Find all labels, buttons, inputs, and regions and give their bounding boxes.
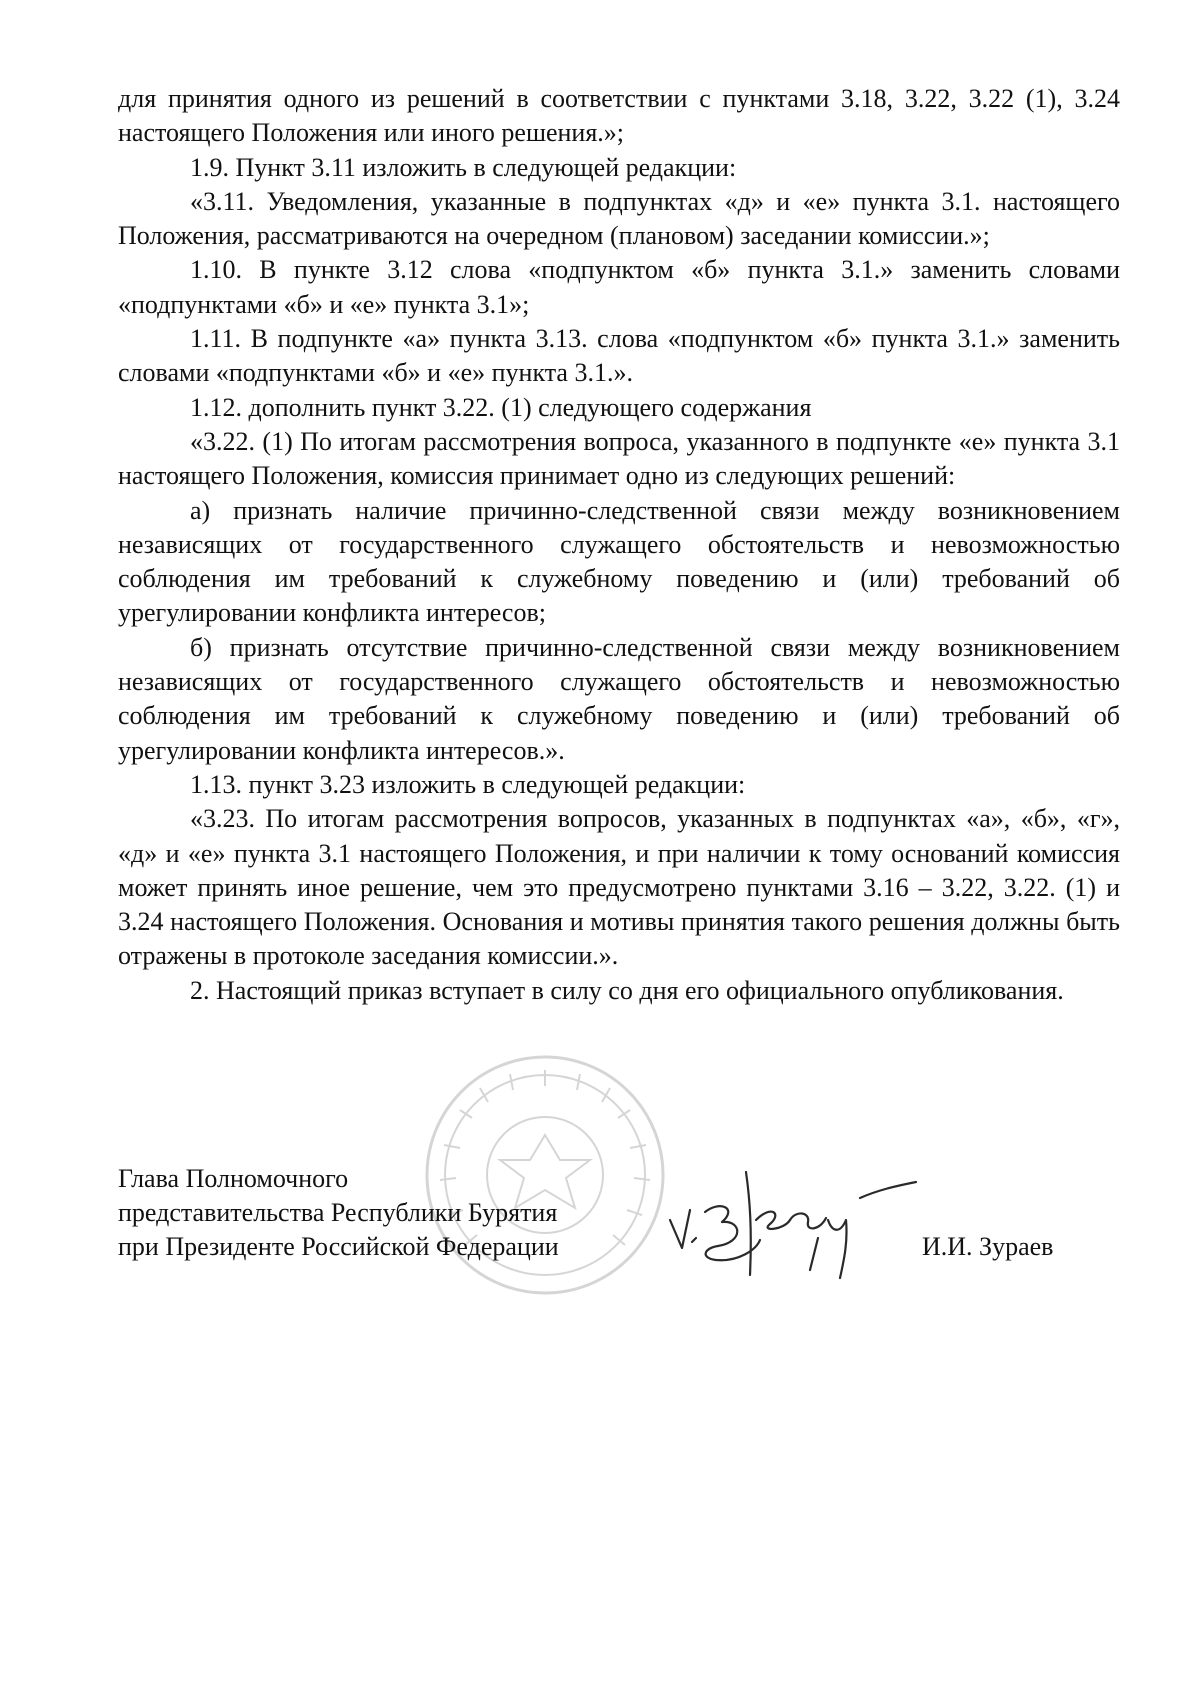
- paragraph-2: 2. Настоящий приказ вступает в силу со дня его официального опубликования.: [190, 975, 1064, 1005]
- paragraph-continuation: для принятия одного из решений в соответствии с пунктами 3.18, 3.22, 3.22 (1), 3.24 настоящего Положения или иного решения.»;: [118, 84, 1120, 148]
- signer-name: И.И. Зураев: [922, 1232, 1054, 1261]
- paragraph-1-13: 1.13. пункт 3.23 изложить в следующей редакции:: [190, 769, 746, 799]
- paragraph-3-22-1-text: «3.22. (1) По итогам рассмотрения вопроса, указанного в подпункте «е» пункта 3.1 настоящего Положения, комиссия принимает одно из следующих решений:: [118, 426, 1120, 491]
- paragraph-item-a: а) признать наличие причинно-следственной связи между возникновением независящих от государственного служащего обстоятельств и невозможностью соблюдения им требований к служебному поведению и (или) требований об урегулировании конфликта интересов;: [118, 495, 1120, 628]
- signer-title-line: представительства Республики Бурятия: [118, 1198, 558, 1227]
- document-body: [118, 82, 1120, 1008]
- handwritten-signature-icon: [660, 1150, 920, 1290]
- signer-title-line: при Президенте Российской Федерации: [118, 1232, 559, 1261]
- paragraph-3-11-text: «3.11. Уведомления, указанные в подпунктах «д» и «е» пункта 3.1. настоящего Положения, рассматриваются на очередном (плановом) заседании комиссии.»;: [118, 186, 1120, 251]
- paragraph-1-11: 1.11. В подпункте «а» пункта 3.13. слова «подпунктом «б» пункта 3.1.» заменить словами «подпунктами «б» и «е» пункта 3.1.».: [118, 324, 1120, 388]
- signer-title-line: Глава Полномочного: [118, 1164, 349, 1193]
- signature-block: [118, 1162, 559, 1264]
- paragraph-1-12: 1.12. дополнить пункт 3.22. (1) следующего содержания: [190, 392, 812, 422]
- paragraph-1-9: 1.9. Пункт 3.11 изложить в следующей редакции:: [190, 152, 737, 182]
- paragraph-item-b: б) признать отсутствие причинно-следственной связи между возникновением независящих от государственного служащего обстоятельств и невозможностью соблюдения им требований к служебному поведению и (или) требований об урегулировании конфликта интересов.».: [118, 632, 1120, 765]
- paragraph-3-23-text: «3.23. По итогам рассмотрения вопросов, указанных в подпунктах «а», «б», «г», «д» и «е» пункта 3.1 настоящего Положения, и при наличии к тому оснований комиссия может принять иное решение, чем это предусмотрено пунктами 3.16 – 3.22, 3.22. (1) и 3.24 настоящего Положения. Основания и мотивы принятия такого решения должны быть отражены в протоколе заседания комиссии.».: [118, 804, 1120, 971]
- paragraph-1-10: 1.10. В пункте 3.12 слова «подпунктом «б» пункта 3.1.» заменить словами «подпунктами «б» и «е» пункта 3.1»;: [118, 255, 1120, 319]
